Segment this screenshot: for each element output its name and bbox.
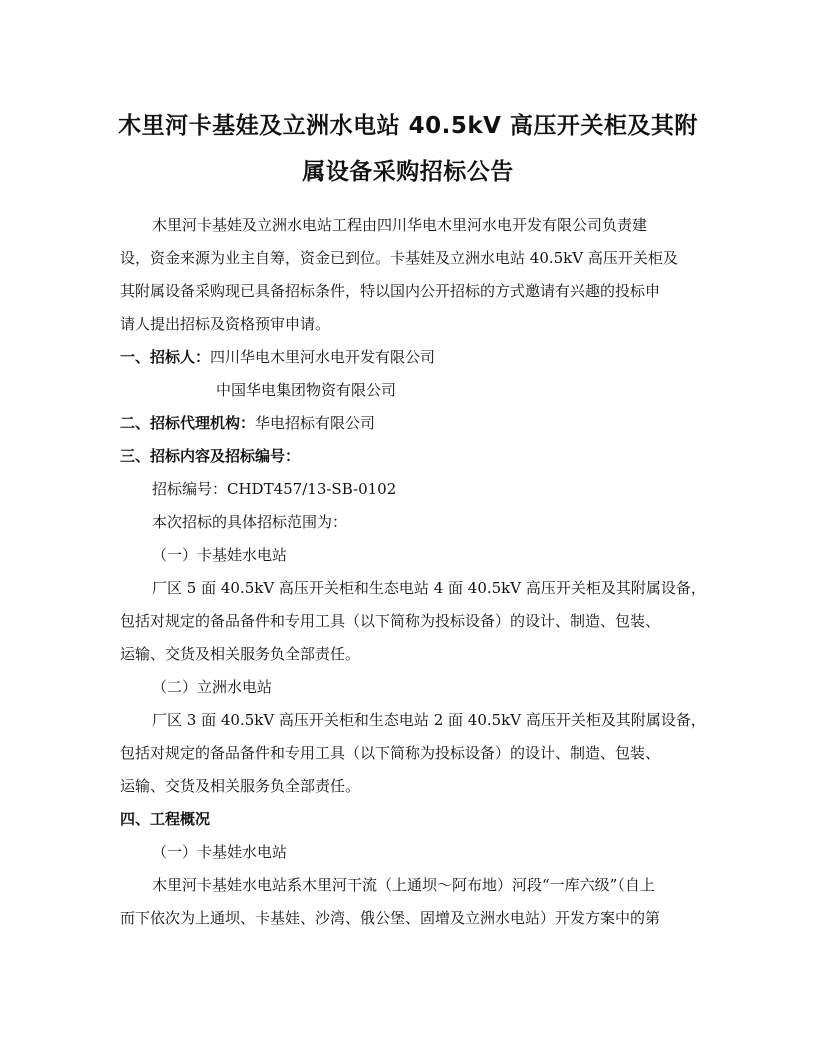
kajiwa-scope-line-1: 厂区 5 面 40.5kV 高压开关柜和生态电站 4 面 40.5kV 高压开关柜及其附属设备，: [152, 579, 706, 597]
scope-intro: 本次招标的具体招标范围为：: [152, 513, 348, 531]
subsection-kajiwa-title: （一）卡基娃水电站: [152, 546, 288, 564]
project-overview-line-2: 而下依次为上通坝、卡基娃、沙湾、俄公堡、固增及立洲水电站）开发方案中的第: [120, 909, 661, 927]
section-1-heading: 一、招标人：: [120, 348, 211, 366]
kajiwa-scope-line-3: 运输、交货及相关服务负全部责任。: [120, 645, 361, 663]
section-2-heading: 二、招标代理机构：: [120, 414, 256, 432]
section-1-row: [120, 347, 435, 367]
tenderer-name-1: 四川华电木里河水电开发有限公司: [210, 348, 436, 366]
tenderer-name-2: 中国华电集团物资有限公司: [216, 381, 397, 399]
section-4-heading: 四、工程概况: [120, 810, 211, 828]
intro-line-4: 请人提出招标及资格预审申请。: [120, 315, 331, 333]
lizhou-scope-line-2: 包括对规定的备品备件和专用工具（以下简称为投标设备）的设计、制造、包装、: [120, 744, 661, 762]
intro-line-1: 木里河卡基娃及立洲水电站工程由四川华电木里河水电开发有限公司负责建: [152, 216, 648, 234]
intro-line-2: 设，资金来源为业主自筹，资金已到位。卡基娃及立洲水电站 40.5kV 高压开关柜及: [120, 249, 678, 267]
kajiwa-scope-line-2: 包括对规定的备品备件和专用工具（以下简称为投标设备）的设计、制造、包装、: [120, 612, 661, 630]
document-title-line-1: 木里河卡基娃及立洲水电站 40.5kV 高压开关柜及其附: [118, 113, 698, 139]
lizhou-scope-line-3: 运输、交货及相关服务负全部责任。: [120, 777, 361, 795]
lizhou-scope-line-1: 厂区 3 面 40.5kV 高压开关柜和生态电站 2 面 40.5kV 高压开关柜及其附属设备，: [152, 711, 706, 729]
project-kajiwa-title: （一）卡基娃水电站: [152, 843, 288, 861]
section-3-heading: 三、招标内容及招标编号：: [120, 447, 301, 465]
agency-name: 华电招标有限公司: [255, 414, 376, 432]
project-overview-line-1: 木里河卡基娃水电站系木里河干流（上通坝～阿布地）河段“一库六级”（自上: [152, 876, 655, 894]
tender-number: 招标编号：CHDT457/13-SB-0102: [152, 480, 397, 498]
intro-line-3: 其附属设备采购现已具备招标条件，特以国内公开招标的方式邀请有兴趣的投标申: [120, 282, 661, 300]
section-2-row: [120, 413, 375, 433]
document-title-line-2: 属设备采购招标公告: [302, 159, 514, 185]
subsection-lizhou-title: （二）立洲水电站: [152, 678, 273, 696]
